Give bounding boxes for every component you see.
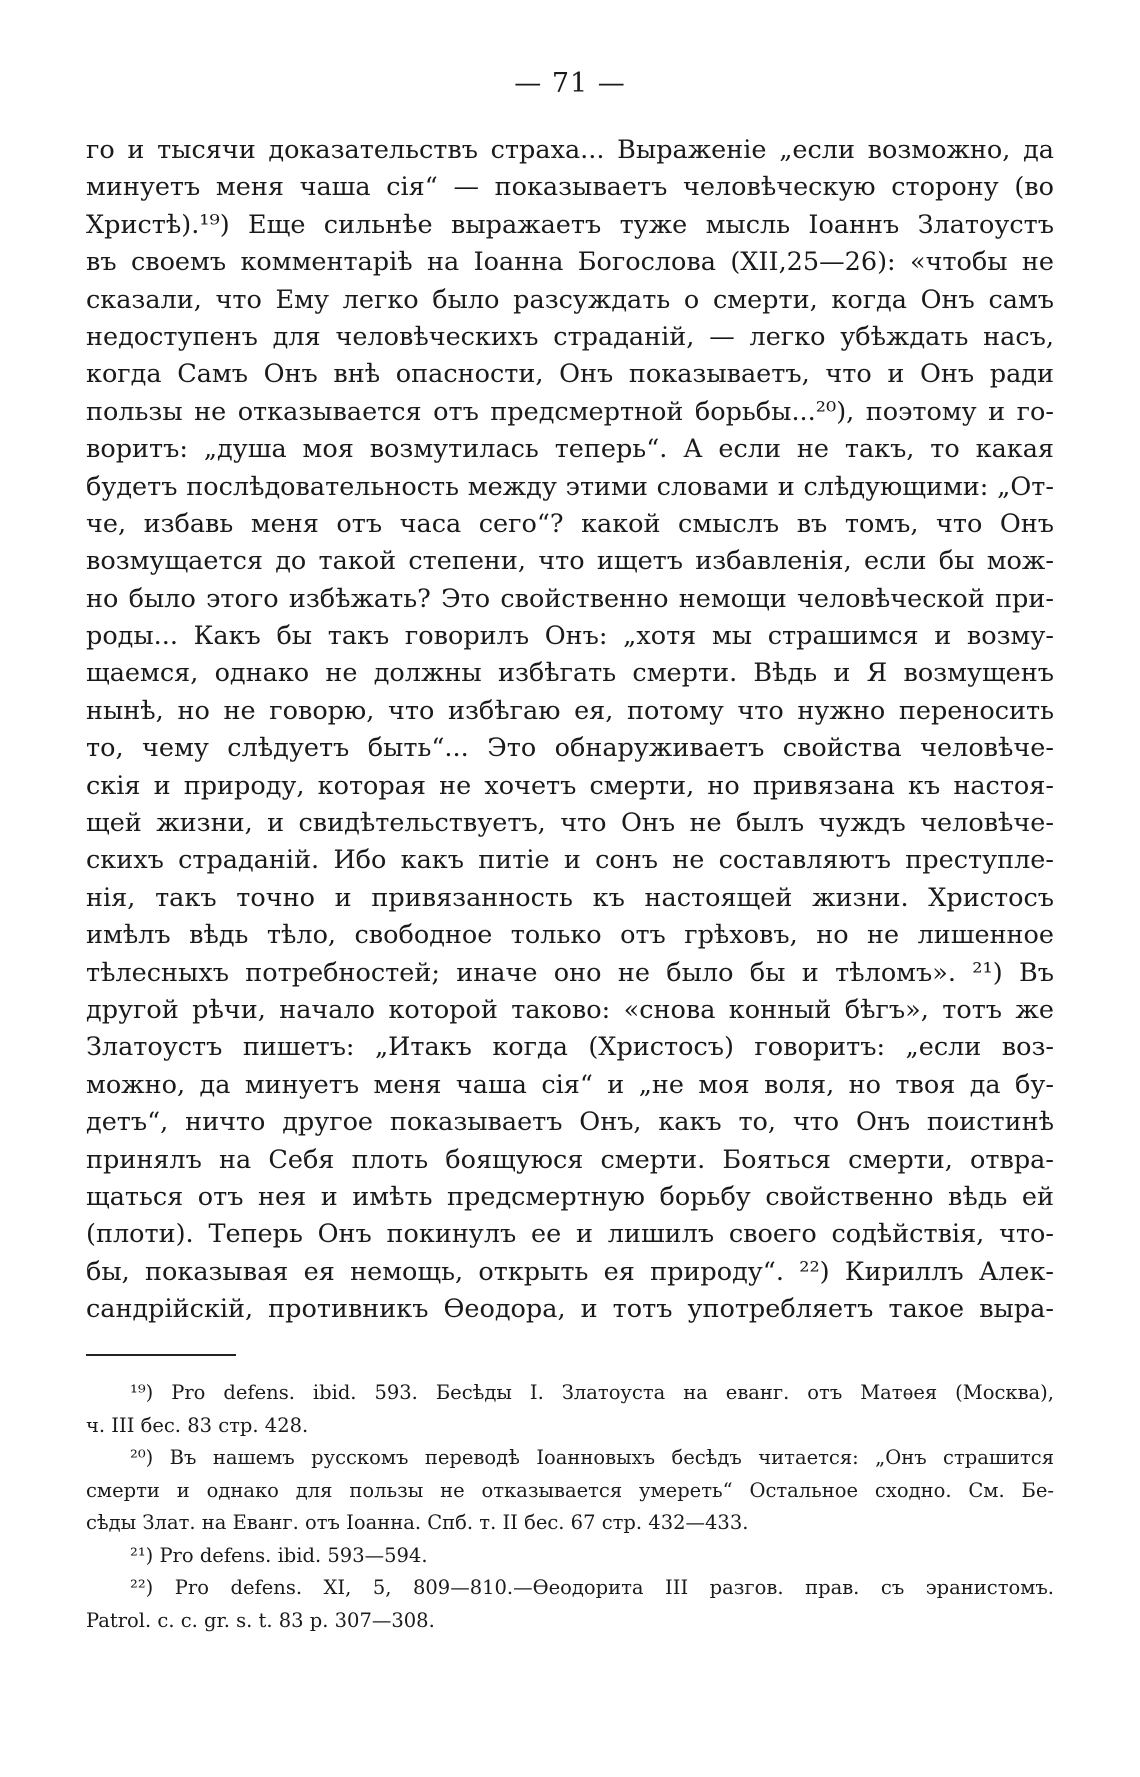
text-line-1: го и тысячи доказательствъ страха... Выраженіе „если возможно, да bbox=[86, 135, 1054, 165]
main-text bbox=[86, 132, 1054, 1329]
footnote-19-line-2: ч. III бес. 83 стр. 428. bbox=[86, 1413, 309, 1437]
text-line-6: недоступенъ для человѣческихъ страданій, — легко убѣждать насъ, bbox=[86, 321, 1054, 352]
text-line-21: нія, такъ точно и привязанность къ настоящей жизни. Христосъ bbox=[86, 882, 1054, 913]
text-line-25: Златоустъ пишетъ: „Итакъ когда (Христосъ) говоритъ: „если воз- bbox=[86, 1032, 1054, 1063]
text-line-15: щаемся, однако не должны избѣгать смерти. Вѣдь и Я возмущенъ bbox=[86, 658, 1054, 689]
text-line-9: воритъ: „душа моя возмутилась теперь“. А если не такъ, то какая bbox=[86, 434, 1054, 465]
footnote-21: ²¹) Pro defens. ibid. 593—594. bbox=[130, 1543, 428, 1567]
text-line-32: сандрійскій, противникъ Ѳеодора, и тотъ употребляетъ такое выра- bbox=[86, 1294, 1054, 1325]
text-line-26: можно, да минуетъ меня чаша сія“ и „не моя воля, но твоя да бу- bbox=[86, 1069, 1054, 1100]
text-line-13: но было этого избѣжать? Это свойственно немощи человѣческой при- bbox=[86, 583, 1054, 614]
text-line-4: въ своемъ комментаріѣ на Іоанна Богослова (XII,25—26): «чтобы не bbox=[86, 247, 1054, 278]
text-line-19: щей жизни, и свидѣтельствуетъ, что Онъ не былъ чуждъ человѣче- bbox=[86, 808, 1054, 839]
text-line-30: (плоти). Теперь Онъ покинулъ ее и лишилъ своего содѣйствія, что- bbox=[86, 1219, 1054, 1250]
text-line-7: когда Самъ Онъ внѣ опасности, Онъ показываетъ, что и Онъ ради bbox=[86, 359, 1054, 390]
page-number: — 71 — bbox=[514, 68, 626, 99]
footnote-22-line-1: ²²) Pro defens. XI, 5, 809—810.—Ѳеодорита III разгов. прав. съ эранистомъ. bbox=[130, 1576, 1054, 1599]
footnote-20-line-2: смерти и однако для пользы не отказывается умереть“ Остальное сходно. См. Бе- bbox=[86, 1478, 1054, 1502]
footnote-20-line-3: сѣды Злат. на Еванг. отъ Іоанна. Спб. т. II бес. 67 стр. 432—433. bbox=[86, 1511, 749, 1534]
text-line-22: имѣлъ вѣдь тѣло, свободное только отъ грѣховъ, но не лишенное bbox=[86, 920, 1054, 951]
text-line-11: че, избавь меня отъ часа сего“? какой смыслъ въ томъ, что Онъ bbox=[86, 508, 1054, 539]
footnote-22-line-2: Patrol. c. c. gr. s. t. 83 p. 307—308. bbox=[86, 1608, 435, 1632]
text-line-10: будетъ послѣдовательность между этими словами и слѣдующими: „От- bbox=[86, 471, 1054, 502]
footnotes bbox=[86, 1377, 1054, 1637]
text-line-2: минуетъ меня чаша сія“ — показываетъ человѣческую сторону (во bbox=[86, 172, 1054, 203]
text-line-14: роды... Какъ бы такъ говорилъ Онъ: „хотя мы страшимся и возму- bbox=[86, 621, 1054, 652]
text-line-24: другой рѣчи, начало которой таково: «снова конный бѣгъ», тотъ же bbox=[86, 994, 1054, 1025]
text-line-18: скія и природу, которая не хочетъ смерти, но привязана къ настоя- bbox=[86, 770, 1054, 801]
footnote-20-line-1: ²⁰) Въ нашемъ русскомъ переводѣ Іоанновыхъ бесѣдъ читается: „Онъ страшится bbox=[130, 1446, 1054, 1469]
text-line-29: щаться отъ нея и имѣть предсмертную борьбу свойственно вѣдь ей bbox=[86, 1181, 1054, 1212]
text-line-27: детъ“, ничто другое показываетъ Онъ, какъ то, что Онъ поистинѣ bbox=[86, 1107, 1054, 1138]
text-line-12: возмущается до такой степени, что ищетъ избавленія, если бы мож- bbox=[86, 546, 1054, 577]
text-line-8: пользы не отказывается отъ предсмертной борьбы...²⁰), поэтому и го- bbox=[86, 396, 1054, 427]
footnote-19-line-1: ¹⁹) Pro defens. ibid. 593. Бесѣды І. Златоуста на еванг. отъ Матѳея (Москва), bbox=[130, 1381, 1054, 1404]
footnote-separator bbox=[86, 1354, 236, 1356]
text-line-3: Христѣ).¹⁹) Еще сильнѣе выражаетъ туже мысль Іоаннъ Златоустъ bbox=[86, 209, 1054, 240]
text-line-5: сказали, что Ему легко было разсуждать о смерти, когда Онъ самъ bbox=[86, 284, 1054, 315]
text-line-31: бы, показывая ея немощь, открыть ея природу“. ²²) Кириллъ Алек- bbox=[86, 1256, 1054, 1287]
text-line-17: то, чему слѣдуетъ быть“... Это обнаруживаетъ свойства человѣче- bbox=[86, 733, 1054, 764]
text-line-20: скихъ страданій. Ибо какъ питіе и сонъ не составляютъ преступле- bbox=[86, 845, 1054, 876]
text-line-23: тѣлесныхъ потребностей; иначе оно не было бы и тѣломъ». ²¹) Въ bbox=[86, 957, 1054, 988]
text-line-16: нынѣ, но не говорю, что избѣгаю ея, потому что нужно переносить bbox=[86, 695, 1054, 726]
text-line-28: принялъ на Себя плоть боящуюся смерти. Бояться смерти, отвра- bbox=[86, 1144, 1054, 1175]
